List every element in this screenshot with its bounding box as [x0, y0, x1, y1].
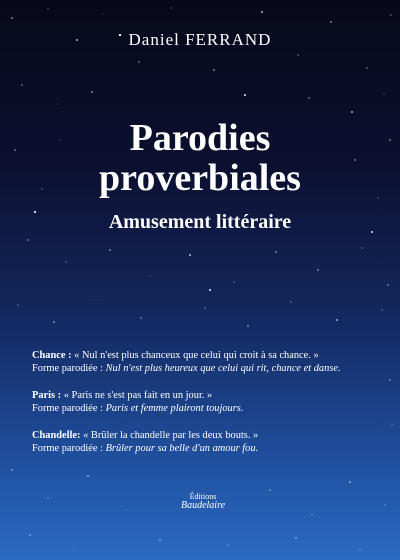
proverb-item-paris — [32, 389, 382, 415]
proverb-parody — [32, 402, 382, 415]
proverb-text: « Nul n'est plus chanceux que celui qui croit à sa chance. » — [71, 350, 319, 361]
proverb-original — [32, 429, 382, 442]
proverb-original — [32, 389, 382, 402]
author-name: Daniel FERRAND — [128, 30, 272, 49]
proverb-original — [32, 349, 382, 362]
proverb-text: « Paris ne s'est pas fait en un jour. » — [61, 390, 213, 401]
parody-label: Forme parodiée : — [32, 363, 106, 374]
proverb-term: Paris : — [32, 390, 62, 401]
proverb-parody — [32, 362, 382, 375]
publisher-line1: Éditions — [189, 492, 217, 501]
publisher-logo — [163, 492, 243, 510]
proverb-item-chance — [32, 349, 382, 375]
parody-text: Paris et femme plairont toujours. — [105, 403, 244, 414]
book-subtitle: Amusement littéraire — [108, 211, 292, 233]
parody-label: Forme parodiée : — [32, 403, 106, 414]
parody-text: Nul n'est plus heureux que celui qui rit, chance et danse. — [105, 363, 341, 374]
publisher-line2: Baudelaire — [180, 500, 226, 511]
book-title-line1: Parodies — [129, 117, 271, 159]
parody-text: Brûler pour sa belle d'un amour fou. — [105, 443, 259, 454]
proverb-term: Chandelle: — [32, 430, 81, 441]
proverb-term: Chance : — [32, 350, 72, 361]
proverb-item-chandelle — [32, 429, 382, 455]
proverb-text: « Brûler la chandelle par les deux bouts. » — [80, 430, 259, 441]
book-title-line2: proverbiales — [99, 157, 301, 199]
parody-label: Forme parodiée : — [32, 443, 106, 454]
book-title — [0, 118, 400, 198]
proverb-list — [32, 349, 382, 469]
proverb-parody — [32, 442, 382, 455]
